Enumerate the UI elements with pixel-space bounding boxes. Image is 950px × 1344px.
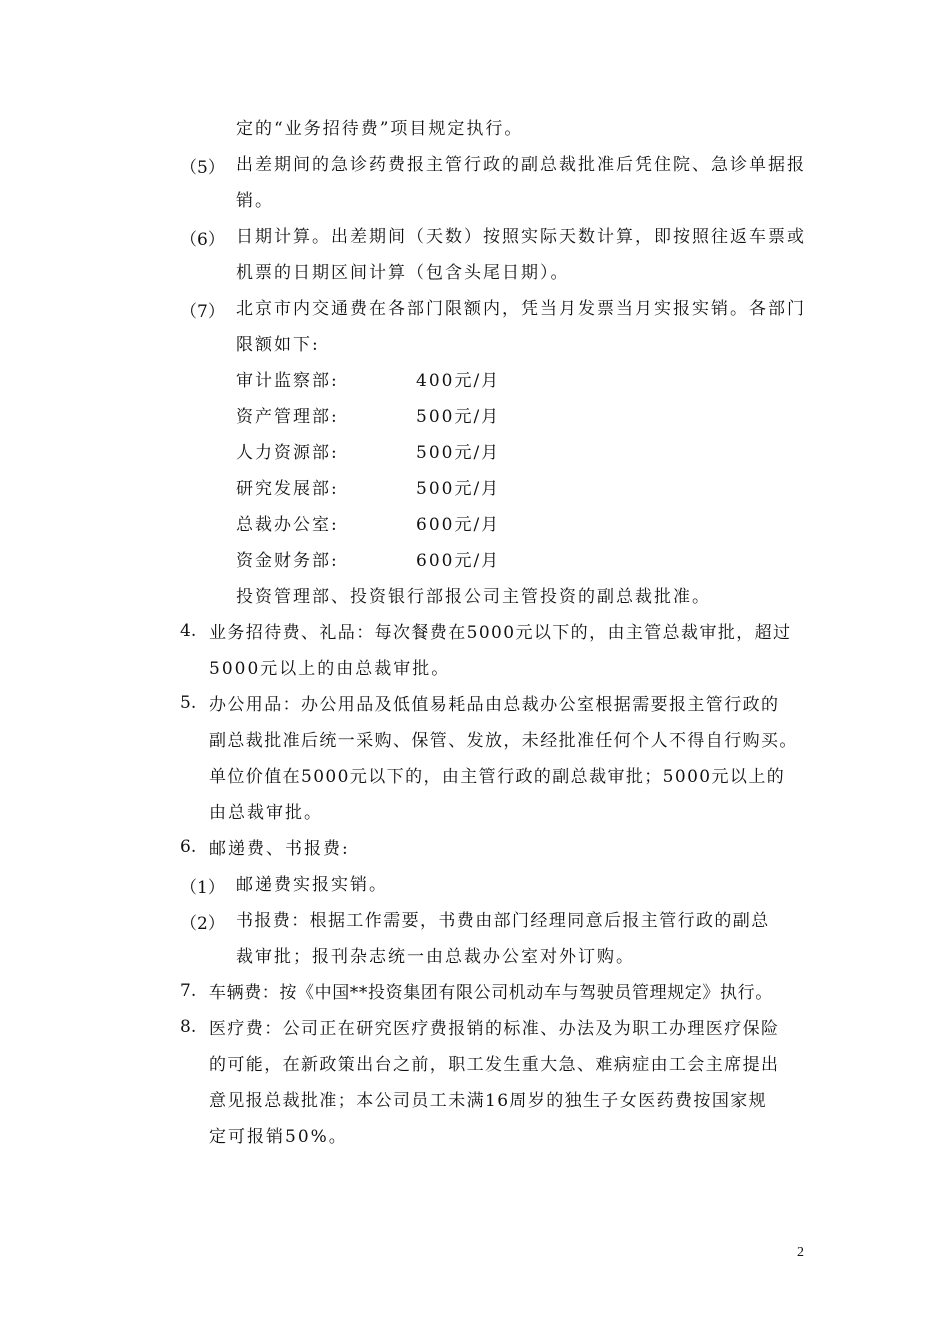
text-line: 单位价值在5000元以下的，由主管行政的副总裁审批；5000元以上的 (209, 767, 786, 787)
limit-amount: 400元/月 (416, 371, 501, 391)
text-line: 的可能，在新政策出台之前，职工发生重大急、难病症由工会主席提出 (209, 1055, 780, 1075)
text-line: 机票的日期区间计算（包含头尾日期）。 (236, 263, 570, 283)
limit-amount: 600元/月 (416, 515, 501, 535)
item-marker: 7. (180, 981, 197, 1001)
text-line: 日期计算。出差期间（天数）按照实际天数计算，即按照往返车票或 (236, 227, 806, 247)
text-line: 意见报总裁批准；本公司员工未满16周岁的独生子女医药费按国家规 (209, 1091, 768, 1111)
limit-amount: 500元/月 (416, 479, 501, 499)
text-line: 销。 (236, 191, 274, 211)
department-name: 资产管理部: (236, 407, 339, 427)
department-name: 审计监察部: (236, 371, 339, 391)
text-line: 5000元以上的由总裁审批。 (209, 659, 451, 679)
item-marker: 5. (180, 693, 197, 713)
text-line: 业务招待费、礼品：每次餐费在5000元以下的，由主管总裁审批，超过 (209, 623, 792, 643)
text-line: 邮递费实报实销。 (236, 875, 388, 895)
limit-amount: 500元/月 (416, 407, 501, 427)
text-line: 书报费：根据工作需要，书费由部门经理同意后报主管行政的副总 (236, 911, 770, 931)
limit-amount: 500元/月 (416, 443, 501, 463)
item-marker: 8. (180, 1017, 197, 1037)
item-marker: （7） (180, 302, 225, 322)
limit-amount: 600元/月 (416, 551, 501, 571)
item-marker: （2） (180, 914, 225, 934)
item-marker: （1） (180, 878, 225, 898)
page-number: 2 (797, 1245, 804, 1260)
department-name: 研究发展部: (236, 479, 339, 499)
text-line: 定可报销50%。 (209, 1127, 348, 1147)
item-marker: （6） (180, 230, 225, 250)
text-line: 车辆费：按《中国**投资集团有限公司机动车与驾驶员管理规定》执行。 (209, 983, 773, 1003)
text-line: 由总裁审批。 (209, 803, 323, 823)
item-marker: 4. (180, 621, 197, 641)
department-name: 资金财务部: (236, 551, 339, 571)
item-marker: 6. (180, 837, 197, 857)
text-line: 医疗费：公司正在研究医疗费报销的标准、办法及为职工办理医疗保险 (209, 1019, 780, 1039)
text-line: 裁审批；报刊杂志统一由总裁办公室对外订购。 (236, 947, 635, 967)
text-line: 邮递费、书报费: (209, 839, 350, 859)
text-line: 北京市内交通费在各部门限额内，凭当月发票当月实报实销。各部门 (236, 299, 806, 319)
text-line: 办公用品：办公用品及低值易耗品由总裁办公室根据需要报主管行政的 (209, 695, 780, 715)
text-line: 定的“业务招待费”项目规定执行。 (236, 119, 524, 139)
department-name: 总裁办公室: (236, 515, 339, 535)
department-name: 人力资源部: (236, 443, 339, 463)
text-line: 限额如下: (236, 335, 320, 355)
text-line: 副总裁批准后统一采购、保管、发放，未经批准任何个人不得自行购买。 (209, 731, 798, 751)
text-line: 出差期间的急诊药费报主管行政的副总裁批准后凭住院、急诊单据报 (236, 155, 806, 175)
text-line: 投资管理部、投资银行部报公司主管投资的副总裁批准。 (236, 587, 711, 607)
item-marker: （5） (180, 158, 225, 178)
